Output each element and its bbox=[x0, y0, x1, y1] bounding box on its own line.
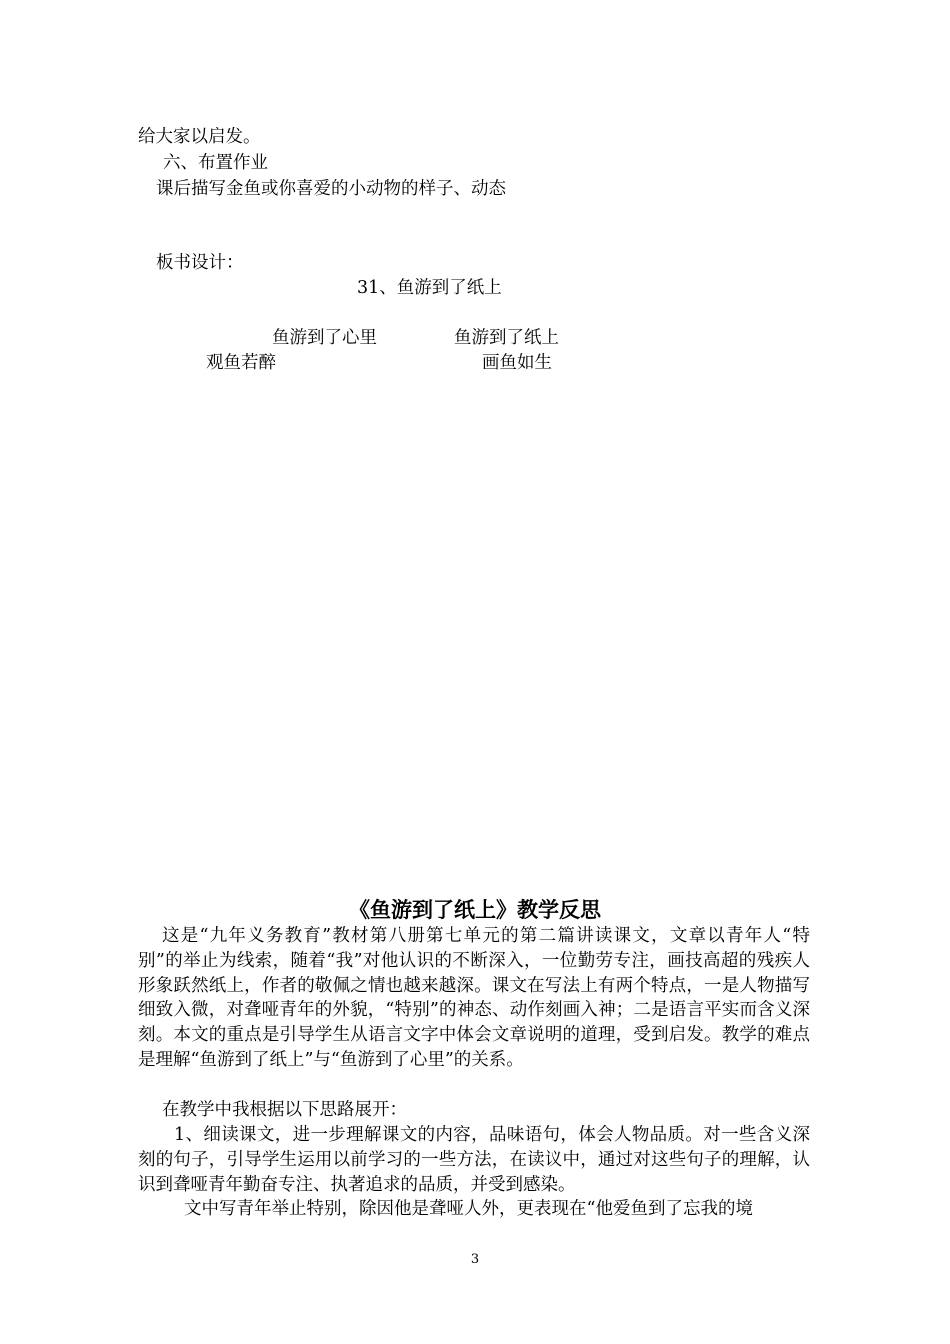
reflection-paragraph-2: 在教学中我根据以下思路展开： bbox=[162, 1100, 407, 1120]
board-left-top: 鱼游到了心里 bbox=[272, 328, 377, 348]
page-number: 3 bbox=[470, 1252, 480, 1267]
reflection-paragraph-1: 这是“九年义务教育”教材第八册第七单元的第二篇讲读课文，文章以青年人“特别”的举止为线索，随着“我”对他认识的不断深入，一位勤劳专注，画技高超的残疾人形象跃然纸上，作者的敬佩之情也越来越深。课文在写法上有两个特点，一是人物描写细致入微，对聋哑青年的外貌，“特别”的神态、动作刻画入神；二是语言平实而含义深刻。本文的重点是引导学生从语言文字中体会文章说明的道理，受到启发。教学的难点是理解“鱼游到了纸上”与“鱼游到了心里”的关系。 bbox=[138, 926, 810, 1070]
homework-text: 课后描写金鱼或你喜爱的小动物的样子、动态 bbox=[156, 179, 506, 199]
line-qifa: 给大家以启发。 bbox=[138, 127, 261, 147]
board-right-bottom: 画鱼如生 bbox=[482, 353, 552, 373]
reflection-paragraph-4: 文中写青年举止特别，除因他是聋哑人外，更表现在“他爱鱼到了忘我的境 bbox=[184, 1199, 753, 1219]
board-left-bottom: 观鱼若醉 bbox=[206, 353, 276, 373]
reflection-paragraph-3: 1、细读课文，进一步理解课文的内容，品味语句，体会人物品质。对一些含义深刻的句子，引导学生运用以前学习的一些方法，在读议中，通过对这些句子的理解，认识到聋哑青年勤奋专注、执著追求的品质，并受到感染。 bbox=[138, 1125, 810, 1195]
heading-homework: 六、布置作业 bbox=[163, 153, 268, 173]
board-design-heading: 板书设计： bbox=[156, 253, 244, 273]
board-title: 31、鱼游到了纸上 bbox=[357, 278, 502, 298]
reflection-title: 《鱼游到了纸上》教学反思 bbox=[349, 898, 601, 922]
board-right-top: 鱼游到了纸上 bbox=[454, 328, 559, 348]
